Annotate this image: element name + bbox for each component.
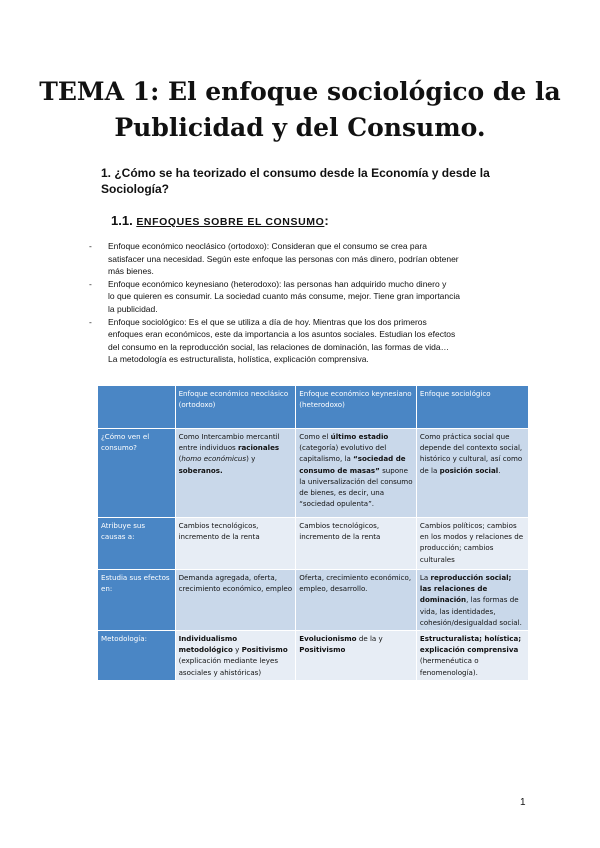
- question-line-1: 1. ¿Cómo se ha teorizado el consumo desde la Economía y desde la: [101, 166, 490, 180]
- table-row: [98, 518, 529, 570]
- bullet-line: La metodología es estructuralista, holística, explicación comprensiva.: [108, 354, 369, 365]
- bullet-line: más bienes.: [108, 266, 154, 277]
- subheading-number: 1.1.: [111, 213, 133, 228]
- title-line-2: Publicidad y del Consumo.: [114, 113, 486, 142]
- bullet-line: la publicidad.: [108, 303, 158, 314]
- bullet-dash: -: [89, 241, 92, 251]
- question-line-2: Sociología?: [101, 181, 170, 196]
- bullet-line: Enfoque económico neoclásico (ortodoxo): Consideran que el consumo se crea para: [108, 241, 427, 251]
- bullet-line: satisfacer una necesidad. Según este enfoque las personas con más dinero, podrían obtener: [108, 253, 459, 264]
- table-header-corner: [98, 386, 176, 429]
- table-header-neoclassic: Enfoque económico neoclásico (ortodoxo): [175, 386, 296, 429]
- list-item: [89, 316, 529, 366]
- page-number: 1: [520, 797, 526, 808]
- table-cell: Cambios tecnológicos, incremento de la renta: [175, 518, 296, 570]
- bullet-line: lo que quieren es consumir. La sociedad cuanto más consume, mejor. Tiene gran importancia: [108, 291, 461, 302]
- table-cell: Como el último estadio (categoría) evolutivo del capitalismo, la “sociedad de consumo de masas” supone la universalización del consumo de bienes, es decir, una “sociedad opulenta”.: [296, 429, 417, 518]
- table-row: [98, 429, 529, 518]
- bullet-line: Enfoque sociológico: Es el que se utiliza a día de hoy. Mientras que los dos primeros: [108, 316, 427, 327]
- subheading: [111, 213, 329, 228]
- row-label: Estudia sus efectos en:: [98, 570, 176, 631]
- bullet-line: enfoques eran económicos, este da importancia a los asuntos sociales. Estudian los efectos: [108, 329, 456, 340]
- title-line-1: TEMA 1: El enfoque sociológico de la: [39, 77, 561, 106]
- subheading-label: ENFOQUES SOBRE EL CONSUMO: [136, 216, 325, 228]
- bullet-line: del consumo en la reproducción social, las relaciones de dominación, las formas de vida…: [108, 341, 450, 352]
- table-header-sociological: Enfoque sociológico: [416, 386, 528, 429]
- table-cell: Como práctica social que depende del contexto social, histórico y cultural, así como de la posición social.: [416, 429, 528, 518]
- table-cell: Individualismo metodológico y Positivismo (explicación mediante leyes asociales y ahistóricas): [175, 631, 296, 681]
- table-cell: Estructuralista; holística; explicación comprensiva (hermenéutica o fenomenología).: [416, 631, 528, 681]
- row-label: Metodología:: [98, 631, 176, 681]
- table-row: [98, 570, 529, 631]
- bullet-dash: -: [89, 278, 92, 289]
- table-header-row: [98, 386, 529, 429]
- list-item: [89, 240, 529, 278]
- bullet-list: [89, 240, 529, 366]
- bullet-line: Enfoque económico keynesiano (heterodoxo): las personas han adquirido mucho dinero y: [108, 278, 447, 289]
- row-label: ¿Cómo ven el consumo?: [98, 429, 176, 518]
- document-title: [0, 74, 600, 146]
- table-header-keynesian: Enfoque económico keynesiano (heterodoxo): [296, 386, 417, 429]
- subheading-colon: :: [324, 213, 329, 228]
- table-cell: Demanda agregada, oferta, crecimiento económico, empleo: [175, 570, 296, 631]
- question-heading: [101, 166, 501, 197]
- table-cell: Evolucionismo de la y Positivismo: [296, 631, 417, 681]
- table-cell: Como Intercambio mercantil entre individuos racionales (homo económicus) y soberanos.: [175, 429, 296, 518]
- table-cell: Cambios tecnológicos, incremento de la renta: [296, 518, 417, 570]
- table-cell: La reproducción social; las relaciones de dominación, las formas de vida, las identidades, cohesión/desigualdad social.: [416, 570, 528, 631]
- table-row: [98, 631, 529, 681]
- bullet-dash: -: [89, 316, 92, 327]
- table-cell: Cambios políticos; cambios en los modos y relaciones de producción; cambios culturales: [416, 518, 528, 570]
- list-item: [89, 278, 529, 316]
- comparison-table: [97, 385, 529, 681]
- table-cell: Oferta, crecimiento económico, empleo, desarrollo.: [296, 570, 417, 631]
- row-label: Atribuye sus causas a:: [98, 518, 176, 570]
